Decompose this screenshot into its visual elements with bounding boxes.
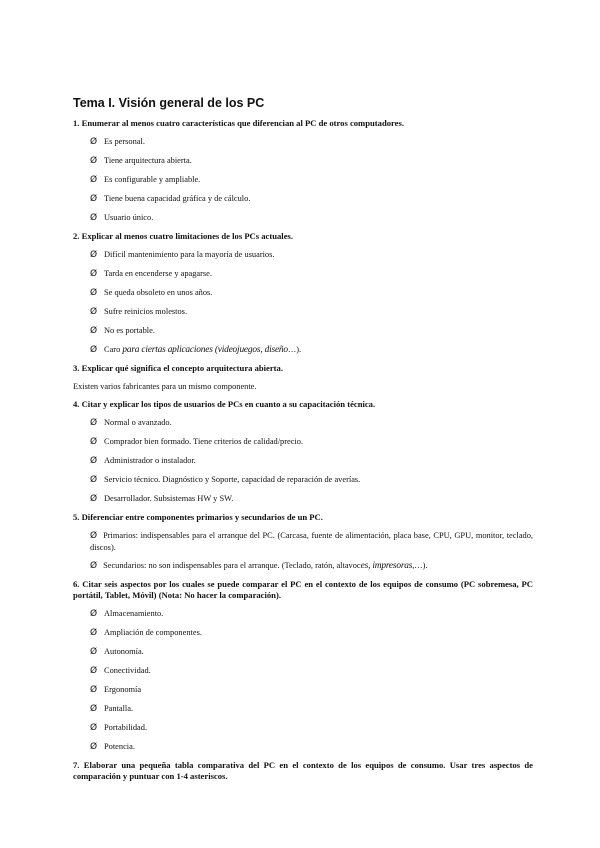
question-5: 5. Diferenciar entre componentes primarios y secundarios de un PC.	[73, 512, 323, 522]
bullet-icon: Ø	[90, 628, 98, 638]
list-item: Ø Primarios: indispensables para el arranque del PC. (Carcasa, fuente de alimentación, placa base, CPU, GPU, monitor, teclado, discos).	[90, 531, 533, 552]
bullet-icon: Ø	[90, 456, 98, 466]
list-item: Ø Difícil mantenimiento para la mayoría de usuarios.	[90, 250, 275, 260]
list-item: Ø Conectividad.	[90, 666, 151, 676]
bullet-icon: Ø	[90, 250, 98, 260]
bullet-icon: Ø	[90, 531, 98, 541]
list-item: Ø Se queda obsoleto en unos años.	[90, 288, 213, 298]
bullet-icon: Ø	[90, 269, 98, 279]
list-item: Ø No es portable.	[90, 326, 155, 336]
list-item: Ø Administrador o instalador.	[90, 456, 196, 466]
list-item: Ø Normal o avanzado.	[90, 418, 172, 428]
bullet-icon: Ø	[90, 685, 98, 695]
answer-3: Existen varios fabricantes para un mismo componente.	[73, 382, 257, 391]
list-item: Ø Pantalla.	[90, 704, 134, 714]
list-item: Ø Portabilidad.	[90, 723, 148, 733]
bullet-icon: Ø	[90, 194, 98, 204]
bullet-icon: Ø	[90, 475, 98, 485]
list-item: Ø Sufre reinicios molestos.	[90, 307, 188, 317]
bullet-icon: Ø	[90, 704, 98, 714]
list-item: Ø Potencia.	[90, 742, 135, 752]
list-item: Ø Ampliación de componentes.	[90, 628, 202, 638]
bullet-icon: Ø	[90, 723, 98, 733]
bullet-icon: Ø	[90, 345, 98, 355]
answer-list-6	[73, 608, 533, 753]
bullet-icon: Ø	[90, 326, 98, 336]
question-2: 2. Explicar al menos cuatro limitaciones de los PCs actuales.	[73, 231, 294, 241]
question-6: 6. Citar seis aspectos por los cuales se puede comparar el PC en el contexto de los equipos de consumo (PC sobremesa, PC portátil, Tablet, Móvil) (Nota: No hacer la comparación).	[73, 579, 533, 600]
document-page	[73, 96, 533, 789]
bullet-icon: Ø	[90, 288, 98, 298]
bullet-icon: Ø	[90, 418, 98, 428]
answer-list-1	[73, 136, 533, 224]
list-item: Ø Caro para ciertas aplicaciones (videojuegos, diseño…).	[90, 345, 302, 355]
bullet-icon: Ø	[90, 494, 98, 504]
question-7: 7. Elaborar una pequeña tabla comparativa del PC en el contexto de los equipos de consumo. Usar tres aspectos de comparación y puntuar con 1-4 asteriscos.	[73, 760, 533, 781]
bullet-icon: Ø	[90, 561, 98, 571]
list-item: Ø Es configurable y ampliable.	[90, 175, 201, 185]
list-item: Ø Almacenamiento.	[90, 609, 164, 619]
list-item: Ø Desarrollador. Subsistemas HW y SW.	[90, 494, 234, 504]
answer-list-2	[73, 249, 533, 356]
question-1: 1. Enumerar al menos cuatro características que diferencian al PC de otros computadores.	[73, 118, 404, 128]
question-3: 3. Explicar qué significa el concepto arquitectura abierta.	[73, 363, 283, 373]
bullet-icon: Ø	[90, 647, 98, 657]
list-item: Ø Tiene arquitectura abierta.	[90, 156, 192, 166]
list-item: Ø Autonomía.	[90, 647, 144, 657]
bullet-icon: Ø	[90, 609, 98, 619]
list-item: Ø Tarda en encenderse y apagarse.	[90, 269, 212, 279]
bullet-icon: Ø	[90, 175, 98, 185]
list-item: Ø Servicio técnico. Diagnóstico y Soporte, capacidad de reparación de averías.	[90, 475, 361, 485]
list-item: Ø Tiene buena capacidad gráfica y de cálculo.	[90, 194, 251, 204]
list-item: Ø Secundarios: no son indispensables para el arranque. (Teclado, ratón, altavoces, impresoras,…).	[90, 561, 428, 571]
bullet-icon: Ø	[90, 213, 98, 223]
bullet-icon: Ø	[90, 437, 98, 447]
answer-list-5	[73, 530, 533, 572]
question-4: 4. Citar y explicar los tipos de usuarios de PCs en cuanto a su capacitación técnica.	[73, 399, 376, 409]
list-item: Ø Ergonomía	[90, 685, 142, 695]
bullet-icon: Ø	[90, 307, 98, 317]
page-title: Tema I. Visión general de los PC	[73, 96, 265, 110]
answer-list-4	[73, 417, 533, 505]
bullet-icon: Ø	[90, 137, 98, 147]
list-item: Ø Usuario único.	[90, 213, 154, 223]
list-item: Ø Es personal.	[90, 137, 145, 147]
bullet-icon: Ø	[90, 742, 98, 752]
bullet-icon: Ø	[90, 156, 98, 166]
bullet-icon: Ø	[90, 666, 98, 676]
list-item: Ø Comprador bien formado. Tiene criterios de calidad/precio.	[90, 437, 304, 447]
